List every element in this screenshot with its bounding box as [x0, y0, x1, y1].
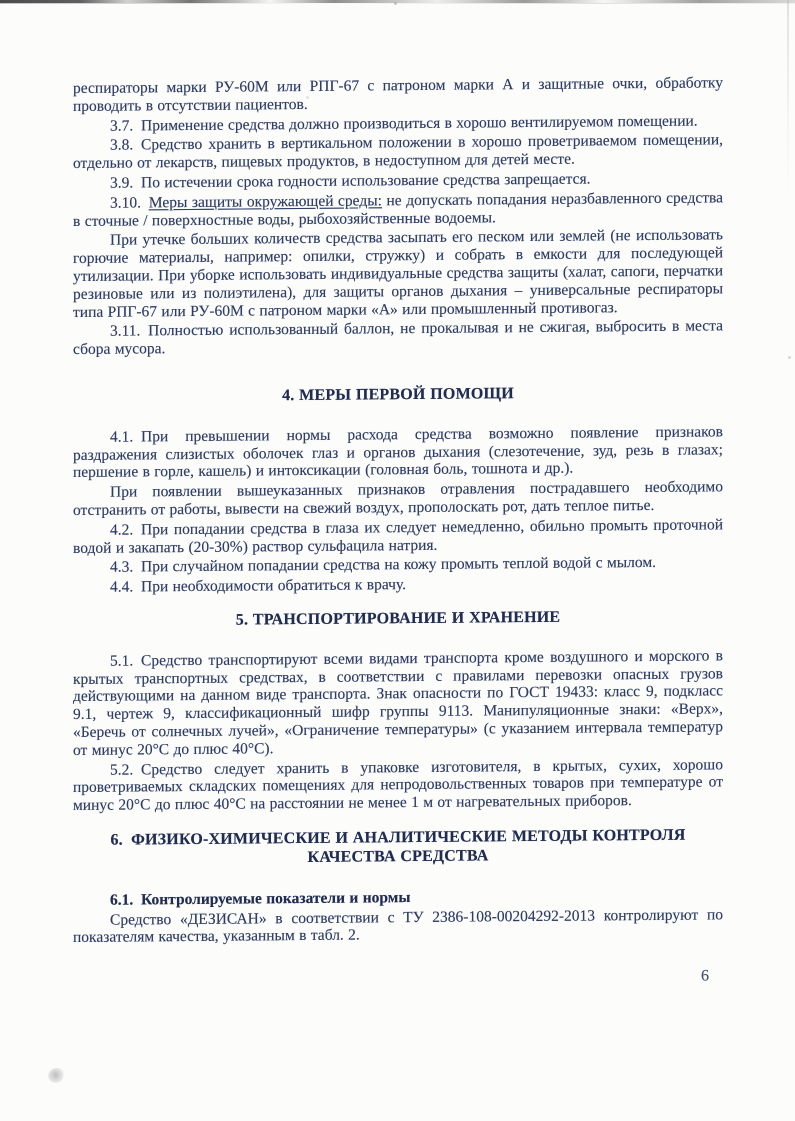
- paragraph-5-2: 5.2. Средство следует хранить в упаковке изготовителя, в крытых, сухих, хорошо проветриваемых складских помещениях для непродовольственных товаров при температуре от минус 20°С до плюс 40°С на расстоянии не менее 1 м от нагревательных приборов.: [73, 755, 723, 815]
- scan-smudge: [46, 1066, 66, 1085]
- section-heading-first-aid: 4. МЕРЫ ПЕРВОЙ ПОМОЩИ: [282, 385, 514, 405]
- scan-speck: [788, 356, 791, 359]
- paragraph-3-10-rest: не допускать попадания неразбавленного средства в сточные / поверхностные воды, рыбохозяйственные водоемы.: [73, 189, 723, 230]
- paragraph-3-9: 3.9. По истечении срока годности использование средства запрещается.: [110, 170, 591, 192]
- paragraph-4-3: 4.3. При случайном попадании средства на кожу промыть теплой водой с мылом.: [110, 554, 657, 577]
- paragraph-5-1: 5.1. Средство транспортируют всеми видами транспорта кроме воздушного и морского в крытых транспортных средствах, в соответствии с правилами перевозки опасных грузов действующими на данном виде транспорта. Знак опасности по ГОСТ 19433: класс 9, подкласс 9.1, чертеж 9, классификационный шифр группы 9113. Манипуляционные знаки: «Верх», «Беречь от солнечных лучей», «Ограничение температуры» (с указанием интервала температур от минус 20°С до плюс 40°С).: [73, 647, 723, 759]
- section-heading-transport-storage: 5. ТРАНСПОРТИРОВАНИЕ И ХРАНЕНИЕ: [235, 608, 561, 629]
- subsection-heading-6-1: 6.1. Контролируемые показатели и нормы: [110, 888, 411, 909]
- paragraph-spill-cleanup: При утечке больших количеств средства засыпать его песком или землей (не использовать горючие материалы, например: опилки, стружку) и собрать в емкости для последующей утилизации. При уборке использовать индивидуальные средства защиты (халат, сапоги, перчатки резиновые или из полиэтилена), для защиты органов дыхания – универсальные респираторы типа РПГ-67 или РУ-60М с патроном марки «А» или промышленный противогаз.: [73, 226, 723, 321]
- scan-top-edge-artifact-light: [0, 3, 795, 4]
- scan-right-streak-artifact: [787, 0, 789, 200]
- paragraph-3-10-underlined-phrase: Меры защиты окружающей среды:: [148, 192, 382, 212]
- paragraph-3-11: 3.11. Полностью использованный баллон, не прокалывая и не сжигая, выбросить в места сбора мусора.: [73, 317, 723, 359]
- paragraph-3-10-number: 3.10.: [110, 194, 149, 212]
- paragraph-6-1: Средство «ДЕЗИСАН» в соответствии с ТУ 2386-108-00204292-2013 контролируют по показателям качества, указанным в табл. 2.: [73, 906, 723, 947]
- section-heading-quality-control: [73, 825, 723, 870]
- paragraph-4-4: 4.4. При необходимости обратиться к врачу.: [110, 576, 407, 596]
- section-heading-quality-control-line1: 6. ФИЗИКО-ХИМИЧЕСКИЕ И АНАЛИТИЧЕСКИЕ МЕТОДЫ КОНТРОЛЯ: [110, 826, 686, 849]
- document-text-block: [73, 74, 723, 991]
- paragraph-3-8: 3.8. Средство хранить в вертикальном положении в хорошо проветриваемом помещении, отдельно от лекарств, пищевых продуктов, в недоступном для детей месте.: [73, 131, 723, 173]
- page-number: 6: [701, 967, 709, 985]
- paragraph-3-7: 3.7. Применение средства должно производиться в хорошо вентилируемом помещении.: [110, 112, 698, 135]
- section-heading-quality-control-line2: КАЧЕСТВА СРЕДСТВА: [307, 847, 489, 867]
- paragraph-3-6-continuation: респираторы марки РУ-60М или РПГ-67 с патроном марки А и защитные очки, обработку проводить в отсутствии пациентов.: [73, 74, 723, 115]
- scan-speck: [394, 2, 397, 5]
- paragraph-4-1: 4.1. При превышении нормы расхода средства возможно появление признаков раздражения слизистых оболочек глаз и органов дыхания (слезотечение, зуд, резь в глазах; першение в горле, кашель) и интоксикации (головная боль, тошнота и др.).: [73, 423, 723, 482]
- paragraph-4-2: 4.2. При попадании средства в глаза их следует немедленно, обильно промыть проточной водой и закапать (20-30%) раствор сульфацила натрия.: [73, 516, 723, 557]
- paragraph-4-1-continuation: При появлении вышеуказанных признаков отравления пострадавшего необходимо отстранить от работы, вывести на свежий воздух, прополоскать рот, дать теплое питье.: [73, 478, 723, 519]
- paragraph-3-10: [73, 189, 723, 230]
